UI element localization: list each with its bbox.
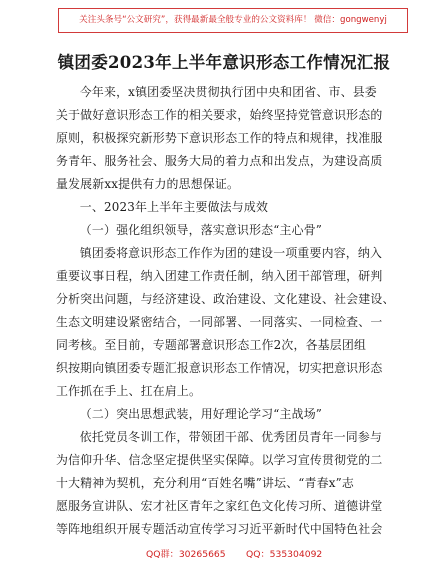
body-line: 分析突出问题，与经济建设、政治建设、文化建设、社会建设、 bbox=[56, 292, 395, 306]
body-line: 十大精神为契机，充分利用“百姓名嘴”讲坛、“青春x”志 bbox=[56, 476, 355, 490]
body-line: 为信仰升华、信念坚定提供坚实保障。以学习宣传贯彻党的二 bbox=[56, 453, 383, 467]
body-line: 务青年、服务社会、服务大局的着力点和出发点，为建设高质 bbox=[56, 154, 383, 168]
section-heading: 一、2023年上半年主要做法与成效 bbox=[79, 200, 269, 214]
body-line: 镇团委将意识形态工作作为团的建设一项重要内容，纳入 bbox=[79, 246, 383, 260]
body-line: 等阵地组织开展专题活动宣传学习习近平新时代中国特色社会 bbox=[56, 522, 383, 536]
body-line: 重要议事日程，纳入团建工作责任制，纳入团干部管理，研判 bbox=[56, 269, 383, 283]
footer-qq: QQ：535304092 bbox=[246, 549, 323, 560]
body-line: 织按期向镇团委专题汇报意识形态工作情况，切实把意识形态 bbox=[56, 361, 383, 375]
body-line: 生态文明建设紧密结合，一同部署、一同落实、一同检查、一 bbox=[56, 315, 383, 329]
body-line: 依托党员冬训工作，带领团干部、优秀团员青年一同参与 bbox=[79, 430, 383, 444]
subsection-heading: （二）突出思想武装，用好理论学习“主战场” bbox=[79, 407, 323, 421]
body-line: 关于做好意识形态工作的相关要求，始终坚持党管意识形态的 bbox=[56, 108, 383, 122]
body-line: 工作抓在手上、扛在肩上。 bbox=[56, 384, 202, 398]
body-line: 愿服务宣讲队、宏才社区青年之家红色文化传习所、道德讲堂 bbox=[56, 499, 383, 513]
body-line: 同考核。至目前，专题部署意识形态工作2次，各基层团组 bbox=[56, 338, 367, 352]
body-line: 原则，积极探究新形势下意识形态工作的特点和规律，找准服 bbox=[56, 131, 383, 145]
body-line: 量发展新xx提供有力的思想保证。 bbox=[56, 177, 240, 191]
footer-qq-group: QQ群：30265665 bbox=[146, 549, 226, 560]
subsection-heading: （一）强化组织领导，落实意识形态“主心骨” bbox=[79, 223, 323, 237]
promo-banner: 关注头条号“公文研究”，获得最新最全般专业的公文资料库！ 微信：gongwenyj bbox=[58, 8, 408, 33]
body-line: 今年来，x镇团委坚决贯彻执行团中央和团省、市、县委 bbox=[79, 85, 377, 99]
document-title: 镇团委2023年上半年意识形态工作情况汇报 bbox=[57, 53, 391, 72]
